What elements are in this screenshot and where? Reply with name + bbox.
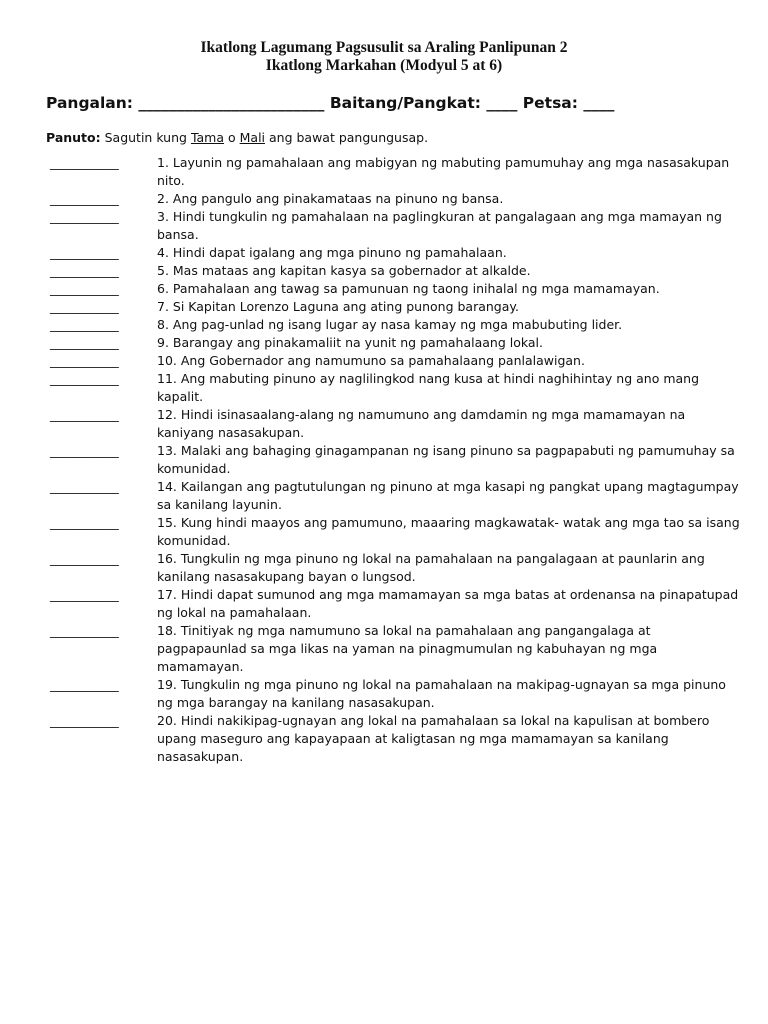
answer-blank[interactable]: ___________ [50,353,119,368]
grade-section-field[interactable]: ____ [486,94,518,112]
question-text: 9. Barangay ang pinakamaliit na yunit ng pamahalaang lokal. [157,335,543,350]
question-item [50,316,740,334]
question-item [50,280,740,298]
question-text: 11. Ang mabuting pinuno ay naglilingkod nang kusa at hindi naghihintay ng ano mang kapalit. [157,371,700,404]
question-text: 19. Tungkulin ng mga pinuno ng lokal na pamahalaan na makipag-ugnayan sa mga pinuno ng mga barangay na kanilang nasasakupan. [157,677,726,710]
answer-blank[interactable]: ___________ [50,587,119,602]
answer-blank[interactable]: ___________ [50,191,119,206]
question-item [50,514,740,550]
answer-blank[interactable]: ___________ [50,407,119,422]
answer-blank[interactable]: ___________ [50,515,119,530]
grade-section-label: Baitang/Pangkat: [329,94,481,112]
question-item [50,406,740,442]
question-text: 15. Kung hindi maayos ang pamumuno, maaaring magkawatak- watak ang mga tao sa isang komunidad. [157,515,740,548]
answer-blank[interactable]: ___________ [50,299,119,314]
answer-blank[interactable]: ___________ [50,263,119,278]
page-subtitle: Ikatlong Markahan (Modyul 5 at 6) [265,57,503,74]
question-item [50,622,740,676]
date-label: Petsa: [522,94,578,112]
question-item [50,298,740,316]
directions-text-before: Sagutin kung [100,130,191,145]
question-item [50,550,740,586]
question-item [50,586,740,622]
name-label: Pangalan: [46,94,133,112]
answer-blank[interactable]: ___________ [50,623,119,638]
question-text: 10. Ang Gobernador ang namumuno sa pamahalaang panlalawigan. [157,353,585,368]
question-item [50,676,740,712]
question-text: 2. Ang pangulo ang pinakamataas na pinuno ng bansa. [157,191,504,206]
question-text: 5. Mas mataas ang kapitan kasya sa gobernador at alkalde. [157,263,531,278]
answer-blank[interactable]: ___________ [50,713,119,728]
question-text: 18. Tinitiyak ng mga namumuno sa lokal na pamahalaan ang pangangalaga at pagpapaunlad sa mga likas na yaman na pinagmumulan ng kabuhayan ng mga mamamayan. [157,623,658,674]
question-text: 4. Hindi dapat igalang ang mga pinuno ng pamahalaan. [157,245,507,260]
tama-word: Tama [190,130,225,145]
answer-blank[interactable]: ___________ [50,371,119,386]
directions [46,129,428,147]
question-text: 20. Hindi nakikipag-ugnayan ang lokal na pamahalaan sa lokal na kapulisan at bombero upang maseguro ang kapayapaan at kaligtasan ng mga mamamayan sa kanilang nasasakupan. [157,713,710,764]
question-text: 3. Hindi tungkulin ng pamahalaan na paglingkuran at pangalagaan ang mga mamayan ng bansa. [157,209,722,242]
answer-blank[interactable]: ___________ [50,677,119,692]
mali-word: Mali [239,130,266,145]
question-item [50,334,740,352]
question-item [50,370,740,406]
name-field[interactable]: ________________________ [138,94,325,112]
directions-label: Panuto: [46,130,101,145]
answer-blank[interactable]: ___________ [50,281,119,296]
answer-blank[interactable]: ___________ [50,479,119,494]
question-text: 12. Hindi isinasaalang-alang ng namumuno ang damdamin ng mga mamamayan na kaniyang nasasakupan. [157,407,686,440]
question-text: 17. Hindi dapat sumunod ang mga mamamayan sa mga batas at ordenansa na pinapatupad ng lokal na pamahalaan. [157,587,739,620]
page-title: Ikatlong Lagumang Pagsusulit sa Araling Panlipunan 2 [200,39,568,56]
answer-blank[interactable]: ___________ [50,155,119,170]
directions-or: o [224,130,240,145]
question-item [50,190,740,208]
answer-blank[interactable]: ___________ [50,443,119,458]
directions-text-after: ang bawat pangungusap. [265,130,429,145]
question-text: 8. Ang pag-unlad ng isang lugar ay nasa kamay ng mga mabubuting lider. [157,317,623,332]
question-item [50,154,740,190]
student-info-line [46,93,746,113]
question-item [50,208,740,244]
answer-blank[interactable]: ___________ [50,335,119,350]
question-text: 6. Pamahalaan ang tawag sa pamunuan ng taong inihalal ng mga mamamayan. [157,281,660,296]
question-item [50,244,740,262]
question-text: 14. Kailangan ang pagtutulungan ng pinuno at mga kasapi ng pangkat upang magtagumpay sa kanilang layunin. [157,479,739,512]
question-text: 16. Tungkulin ng mga pinuno ng lokal na pamahalaan na pangalagaan at paunlarin ang kanilang nasasakupang bayan o lungsod. [157,551,705,584]
question-item [50,262,740,280]
question-item [50,352,740,370]
question-text: 1. Layunin ng pamahalaan ang mabigyan ng mabuting pamumuhay ang mga nasasakupan nito. [157,155,730,188]
answer-blank[interactable]: ___________ [50,317,119,332]
question-item [50,712,740,766]
date-field[interactable]: ____ [583,94,615,112]
question-item [50,442,740,478]
answer-blank[interactable]: ___________ [50,551,119,566]
question-list [50,154,740,766]
question-text: 13. Malaki ang bahaging ginagampanan ng isang pinuno sa pagpapabuti ng pamumuhay sa komunidad. [157,443,735,476]
answer-blank[interactable]: ___________ [50,209,119,224]
answer-blank[interactable]: ___________ [50,245,119,260]
question-text: 7. Si Kapitan Lorenzo Laguna ang ating punong barangay. [157,299,519,314]
question-item [50,478,740,514]
